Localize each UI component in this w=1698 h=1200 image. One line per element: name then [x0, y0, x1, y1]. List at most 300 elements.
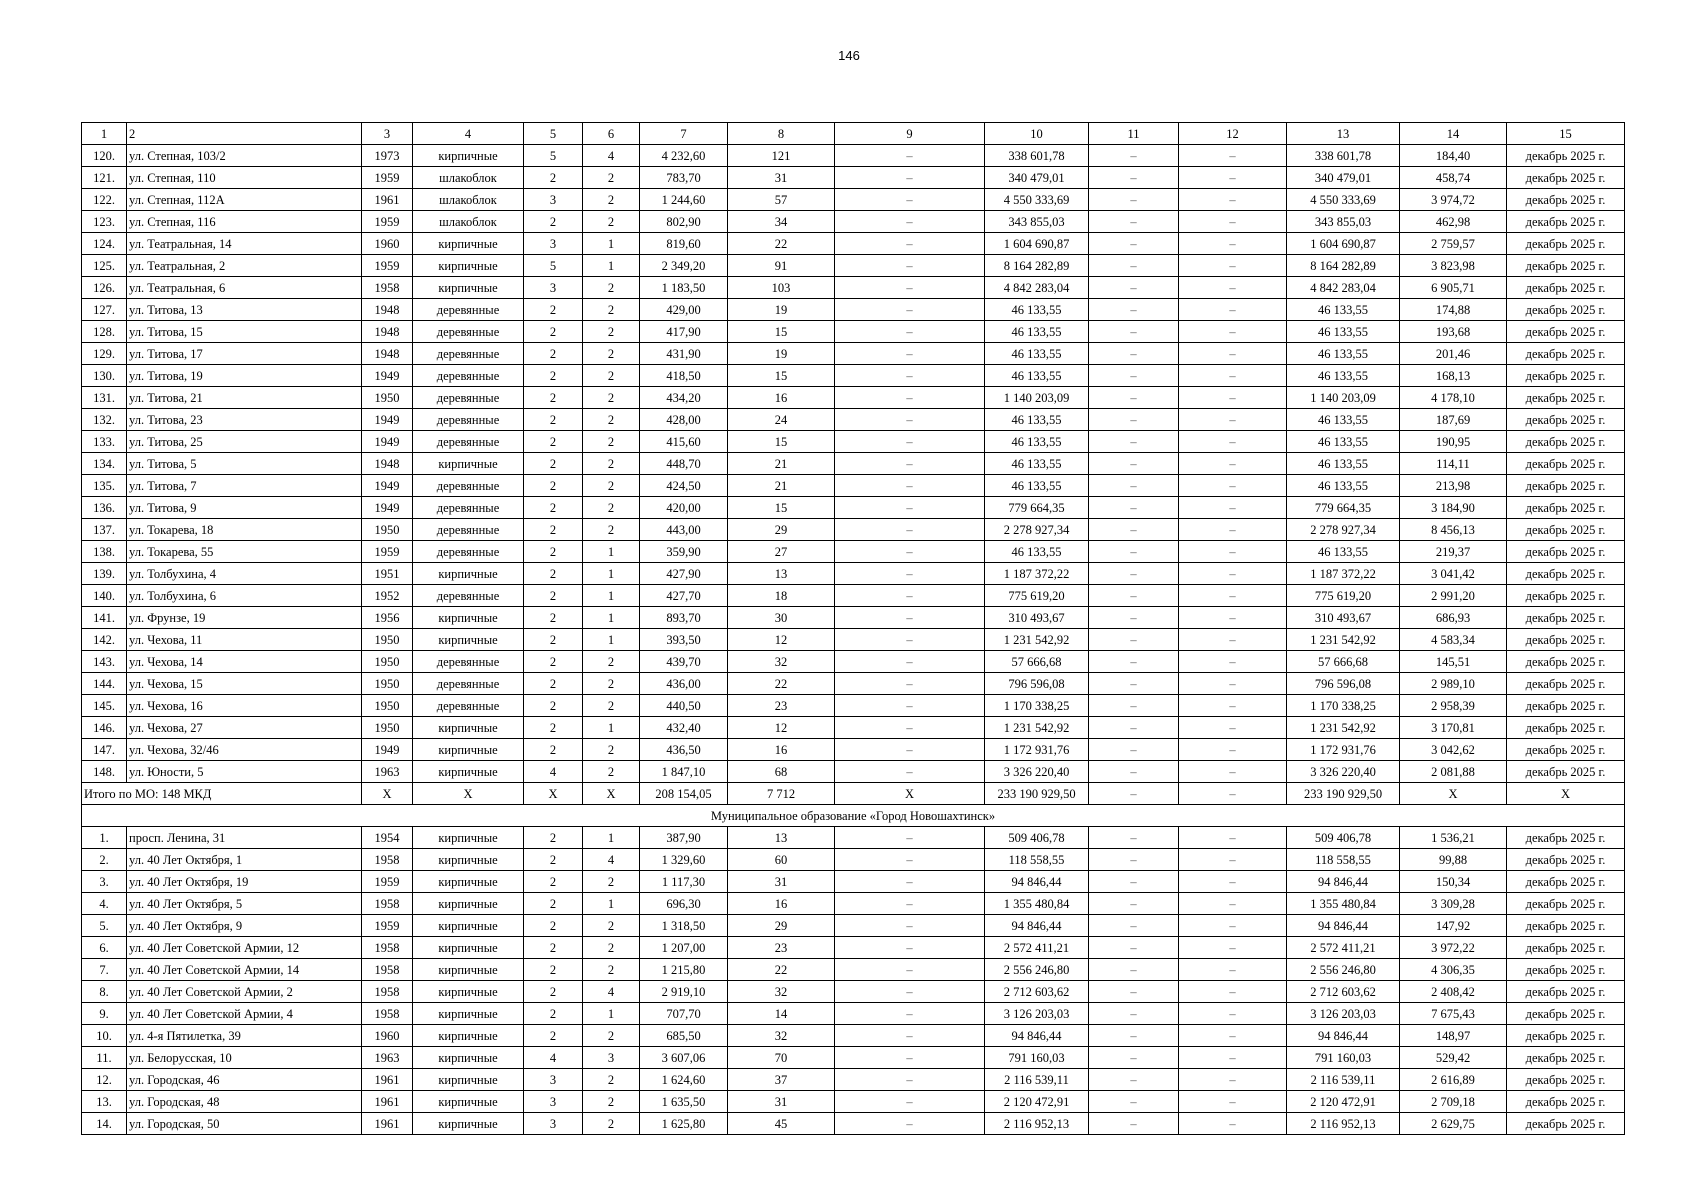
table-cell: 340 479,01 [1287, 167, 1400, 189]
table-cell: ул. Степная, 112А [127, 189, 362, 211]
table-cell: 1961 [362, 1069, 413, 1091]
table-cell: 14 [1400, 123, 1507, 145]
table-cell: 2 [583, 387, 640, 409]
table-cell: 129. [82, 343, 127, 365]
table-cell: ул. Токарева, 55 [127, 541, 362, 563]
table-cell: 1973 [362, 145, 413, 167]
table-cell: – [835, 541, 985, 563]
table-cell: 94 846,44 [1287, 1025, 1400, 1047]
table-cell: 10. [82, 1025, 127, 1047]
table-cell: декабрь 2025 г. [1507, 211, 1625, 233]
table-cell: – [835, 585, 985, 607]
table-cell: X [1507, 783, 1625, 805]
table-row [82, 981, 1625, 1003]
table-cell: – [1089, 651, 1179, 673]
table-cell: 9 [835, 123, 985, 145]
table-cell: 1 231 542,92 [1287, 717, 1400, 739]
table-cell: 3. [82, 871, 127, 893]
table-cell: ул. Титова, 17 [127, 343, 362, 365]
table-cell: 2 [583, 761, 640, 783]
table-cell: 779 664,35 [985, 497, 1089, 519]
table-cell: 145. [82, 695, 127, 717]
table-cell: декабрь 2025 г. [1507, 607, 1625, 629]
table-cell: 1958 [362, 1003, 413, 1025]
table-cell: 432,40 [640, 717, 728, 739]
table-cell: – [1179, 365, 1287, 387]
table-cell: 1950 [362, 717, 413, 739]
table-row [82, 849, 1625, 871]
table-cell: 12 [1179, 123, 1287, 145]
table-cell: 2 [583, 299, 640, 321]
table-row [82, 1069, 1625, 1091]
table-cell: декабрь 2025 г. [1507, 1003, 1625, 1025]
table-cell: 529,42 [1400, 1047, 1507, 1069]
table-cell: 8 [728, 123, 835, 145]
table-cell: ул. Титова, 5 [127, 453, 362, 475]
table-cell: 46 133,55 [985, 321, 1089, 343]
table-cell: деревянные [413, 431, 524, 453]
table-cell: ул. Титова, 23 [127, 409, 362, 431]
table-cell: – [1089, 431, 1179, 453]
table-cell: – [835, 651, 985, 673]
table-cell: 2 [524, 1003, 583, 1025]
table-cell: 15 [728, 431, 835, 453]
table-cell: 1959 [362, 167, 413, 189]
table-cell: – [1179, 937, 1287, 959]
table-cell: 779 664,35 [1287, 497, 1400, 519]
table-cell: 31 [728, 871, 835, 893]
table-cell: 114,11 [1400, 453, 1507, 475]
table-cell: 37 [728, 1069, 835, 1091]
table-cell: – [1089, 607, 1179, 629]
table-cell: 2 [583, 189, 640, 211]
table-cell: 4 550 333,69 [1287, 189, 1400, 211]
table-cell: 1 170 338,25 [985, 695, 1089, 717]
table-cell: 2 991,20 [1400, 585, 1507, 607]
table-row [82, 409, 1625, 431]
table-cell: 3 [524, 1113, 583, 1135]
table-cell: 2 [524, 409, 583, 431]
table-cell: 1958 [362, 937, 413, 959]
table-cell: 2 [524, 343, 583, 365]
table-cell: 1 [583, 717, 640, 739]
table-cell: декабрь 2025 г. [1507, 629, 1625, 651]
table-cell: 34 [728, 211, 835, 233]
table-cell: ул. Токарева, 18 [127, 519, 362, 541]
table-cell: – [835, 145, 985, 167]
table-cell: – [1089, 541, 1179, 563]
table-cell: кирпичные [413, 937, 524, 959]
table-cell: кирпичные [413, 453, 524, 475]
table-cell: 819,60 [640, 233, 728, 255]
table-row [82, 233, 1625, 255]
table-cell: 11 [1089, 123, 1179, 145]
table-cell: 1 207,00 [640, 937, 728, 959]
table-cell: шлакоблок [413, 189, 524, 211]
table-cell: 15 [1507, 123, 1625, 145]
table-cell: 2 [524, 211, 583, 233]
table-cell: 1949 [362, 431, 413, 453]
table-cell: 2 [524, 629, 583, 651]
table-cell: ул. Титова, 25 [127, 431, 362, 453]
table-cell: 310 493,67 [985, 607, 1089, 629]
table-cell: декабрь 2025 г. [1507, 761, 1625, 783]
table-cell: 57 666,68 [985, 651, 1089, 673]
table-cell: ул. Городская, 46 [127, 1069, 362, 1091]
table-cell: 1 231 542,92 [1287, 629, 1400, 651]
table-cell: – [1089, 739, 1179, 761]
table-cell: 27 [728, 541, 835, 563]
table-cell: 174,88 [1400, 299, 1507, 321]
table-cell: кирпичные [413, 871, 524, 893]
table-cell: – [835, 167, 985, 189]
table-cell: – [835, 497, 985, 519]
table-cell: 2 [524, 673, 583, 695]
table-cell: 1 231 542,92 [985, 629, 1089, 651]
table-cell: – [1089, 255, 1179, 277]
table-cell: 707,70 [640, 1003, 728, 1025]
table-cell: – [1089, 629, 1179, 651]
table-cell: 2 [524, 321, 583, 343]
table-cell: 2 [583, 365, 640, 387]
table-cell: X [413, 783, 524, 805]
table-cell: ул. 40 Лет Советской Армии, 14 [127, 959, 362, 981]
table-cell: 94 846,44 [1287, 915, 1400, 937]
table-cell: 1959 [362, 871, 413, 893]
table-cell: – [1179, 167, 1287, 189]
table-cell: декабрь 2025 г. [1507, 277, 1625, 299]
table-cell: 4 232,60 [640, 145, 728, 167]
table-cell: 46 133,55 [985, 409, 1089, 431]
table-cell: декабрь 2025 г. [1507, 959, 1625, 981]
table-cell: деревянные [413, 365, 524, 387]
table-cell: – [1089, 365, 1179, 387]
table-cell: ул. Титова, 15 [127, 321, 362, 343]
table-cell: 122. [82, 189, 127, 211]
table-cell: 7. [82, 959, 127, 981]
table-cell: X [1400, 783, 1507, 805]
table-cell: 3 170,81 [1400, 717, 1507, 739]
table-cell: 4 583,34 [1400, 629, 1507, 651]
table-cell: 2 081,88 [1400, 761, 1507, 783]
table-cell: ул. Городская, 50 [127, 1113, 362, 1135]
table-cell: – [1179, 959, 1287, 981]
table-cell: 22 [728, 959, 835, 981]
table-cell: 1949 [362, 739, 413, 761]
table-row [82, 893, 1625, 915]
table-cell: 2 616,89 [1400, 1069, 1507, 1091]
table-cell: 2 [583, 871, 640, 893]
table-cell: 15 [728, 321, 835, 343]
table-cell: 2 120 472,91 [1287, 1091, 1400, 1113]
table-cell: 2 [583, 453, 640, 475]
table-cell: 145,51 [1400, 651, 1507, 673]
table-cell: 1 172 931,76 [985, 739, 1089, 761]
table-cell: декабрь 2025 г. [1507, 563, 1625, 585]
table-row [82, 453, 1625, 475]
table-cell: 94 846,44 [1287, 871, 1400, 893]
table-cell: 2 [524, 299, 583, 321]
table-cell: 2 [524, 937, 583, 959]
table-cell: – [1089, 1091, 1179, 1113]
table-cell: 46 133,55 [1287, 365, 1400, 387]
table-cell: 2 [524, 519, 583, 541]
table-cell: 1 [583, 629, 640, 651]
table-cell: 19 [728, 299, 835, 321]
table-cell: 2 [524, 695, 583, 717]
table-cell: 3 [524, 1091, 583, 1113]
table-cell: 2 [524, 431, 583, 453]
table-cell: 775 619,20 [985, 585, 1089, 607]
table-cell: кирпичные [413, 1113, 524, 1135]
table-cell: 2 [583, 1069, 640, 1091]
table-cell: 2 [524, 563, 583, 585]
table-cell: 147. [82, 739, 127, 761]
housing-table [81, 122, 1625, 1135]
table-cell: 3 972,22 [1400, 937, 1507, 959]
table-cell: 2 120 472,91 [985, 1091, 1089, 1113]
table-cell: 3 126 203,03 [1287, 1003, 1400, 1025]
table-cell: декабрь 2025 г. [1507, 255, 1625, 277]
table-cell: 23 [728, 937, 835, 959]
table-cell: 193,68 [1400, 321, 1507, 343]
table-cell: – [1179, 497, 1287, 519]
table-body [82, 123, 1625, 1135]
table-cell: 2 116 539,11 [1287, 1069, 1400, 1091]
table-cell: 124. [82, 233, 127, 255]
table-row [82, 145, 1625, 167]
table-cell: 696,30 [640, 893, 728, 915]
table-cell: 2 [583, 651, 640, 673]
table-cell: 2 [524, 475, 583, 497]
table-cell: 2 712 603,62 [1287, 981, 1400, 1003]
table-cell: 428,00 [640, 409, 728, 431]
table-cell: декабрь 2025 г. [1507, 541, 1625, 563]
table-cell: – [1089, 717, 1179, 739]
table-cell: – [1179, 607, 1287, 629]
table-cell: – [1179, 299, 1287, 321]
table-cell: ул. Белорусская, 10 [127, 1047, 362, 1069]
table-cell: 1 140 203,09 [1287, 387, 1400, 409]
table-cell: ул. 40 Лет Октября, 19 [127, 871, 362, 893]
total-row [82, 783, 1625, 805]
table-cell: 13. [82, 1091, 127, 1113]
table-cell: 46 133,55 [985, 343, 1089, 365]
table-cell: – [835, 1003, 985, 1025]
table-cell: 436,00 [640, 673, 728, 695]
table-cell: 135. [82, 475, 127, 497]
table-cell: 2 [583, 343, 640, 365]
table-cell: 5 [524, 145, 583, 167]
table-row [82, 365, 1625, 387]
table-cell: 10 [985, 123, 1089, 145]
table-cell: кирпичные [413, 629, 524, 651]
table-cell: – [1179, 739, 1287, 761]
table-cell: кирпичные [413, 849, 524, 871]
table-cell: – [1089, 893, 1179, 915]
table-cell: – [1179, 695, 1287, 717]
table-cell: – [835, 915, 985, 937]
table-cell: – [1179, 1091, 1287, 1113]
table-cell: ул. Титова, 21 [127, 387, 362, 409]
table-cell: 13 [728, 827, 835, 849]
table-cell: 144. [82, 673, 127, 695]
table-cell: 70 [728, 1047, 835, 1069]
table-cell: 1 329,60 [640, 849, 728, 871]
table-cell: 5. [82, 915, 127, 937]
table-cell: 3 [524, 1069, 583, 1091]
table-cell: 118 558,55 [985, 849, 1089, 871]
table-cell: 2 759,57 [1400, 233, 1507, 255]
table-cell: X [583, 783, 640, 805]
table-cell: 1963 [362, 761, 413, 783]
table-cell: – [835, 475, 985, 497]
table-cell: 94 846,44 [985, 871, 1089, 893]
table-row [82, 255, 1625, 277]
table-cell: 99,88 [1400, 849, 1507, 871]
table-cell: 1950 [362, 673, 413, 695]
table-cell: – [1179, 849, 1287, 871]
table-cell: 14. [82, 1113, 127, 1135]
table-cell: – [1179, 343, 1287, 365]
table-cell: 8 164 282,89 [985, 255, 1089, 277]
table-cell: – [835, 849, 985, 871]
table-cell: 3 326 220,40 [985, 761, 1089, 783]
table-cell: 6 905,71 [1400, 277, 1507, 299]
table-cell: кирпичные [413, 739, 524, 761]
table-cell: 1 [583, 1003, 640, 1025]
table-cell: 1 [583, 563, 640, 585]
table-cell: 46 133,55 [985, 431, 1089, 453]
table-cell: 1 536,21 [1400, 827, 1507, 849]
table-cell: – [1179, 1047, 1287, 1069]
table-cell: 168,13 [1400, 365, 1507, 387]
table-cell: 7 675,43 [1400, 1003, 1507, 1025]
table-cell: 46 133,55 [1287, 409, 1400, 431]
table-cell: декабрь 2025 г. [1507, 497, 1625, 519]
table-cell: декабрь 2025 г. [1507, 167, 1625, 189]
table-cell: X [835, 783, 985, 805]
table-cell: 1963 [362, 1047, 413, 1069]
table-cell: 436,50 [640, 739, 728, 761]
table-row [82, 189, 1625, 211]
table-cell: 1948 [362, 299, 413, 321]
table-cell: 393,50 [640, 629, 728, 651]
table-row [82, 871, 1625, 893]
table-cell: 2 116 539,11 [985, 1069, 1089, 1091]
table-cell: 32 [728, 1025, 835, 1047]
table-cell: ул. Юности, 5 [127, 761, 362, 783]
table-cell: 148. [82, 761, 127, 783]
table-cell: 2 278 927,34 [985, 519, 1089, 541]
table-row [82, 387, 1625, 409]
table-cell: ул. Чехова, 11 [127, 629, 362, 651]
table-cell: 1954 [362, 827, 413, 849]
page-number: 146 [838, 48, 860, 63]
table-cell: – [1089, 475, 1179, 497]
table-cell: 2 408,42 [1400, 981, 1507, 1003]
table-cell: 1 [583, 541, 640, 563]
table-cell: 2 [524, 915, 583, 937]
table-cell: 1949 [362, 409, 413, 431]
table-cell: – [1089, 783, 1179, 805]
table-cell: – [835, 233, 985, 255]
table-cell: – [1089, 585, 1179, 607]
table-cell: – [835, 1025, 985, 1047]
table-cell: кирпичные [413, 1047, 524, 1069]
table-cell: – [1089, 167, 1179, 189]
table-cell: 458,74 [1400, 167, 1507, 189]
table-cell: – [1089, 519, 1179, 541]
table-row [82, 651, 1625, 673]
table-cell: – [1179, 1113, 1287, 1135]
table-cell: 29 [728, 519, 835, 541]
table-cell: 4 [583, 145, 640, 167]
table-cell: кирпичные [413, 827, 524, 849]
table-cell: ул. Титова, 19 [127, 365, 362, 387]
table-cell: 9. [82, 1003, 127, 1025]
table-cell: 32 [728, 651, 835, 673]
table-cell: 1 624,60 [640, 1069, 728, 1091]
table-cell: 1959 [362, 915, 413, 937]
table-cell: ул. Степная, 116 [127, 211, 362, 233]
table-cell: деревянные [413, 519, 524, 541]
table-cell: 1950 [362, 695, 413, 717]
table-cell: 2 [524, 849, 583, 871]
table-cell: 2 278 927,34 [1287, 519, 1400, 541]
table-cell: 2 [583, 431, 640, 453]
table-cell: ул. Городская, 48 [127, 1091, 362, 1113]
table-cell: декабрь 2025 г. [1507, 365, 1625, 387]
table-cell: 1952 [362, 585, 413, 607]
table-cell: деревянные [413, 299, 524, 321]
table-row [82, 1091, 1625, 1113]
table-cell: – [835, 431, 985, 453]
table-cell: 3 309,28 [1400, 893, 1507, 915]
table-cell: 1 [583, 585, 640, 607]
table-cell: – [1179, 1069, 1287, 1091]
table-cell: 791 160,03 [985, 1047, 1089, 1069]
table-cell: ул. Титова, 9 [127, 497, 362, 519]
table-row [82, 827, 1625, 849]
table-cell: – [835, 255, 985, 277]
table-cell: 415,60 [640, 431, 728, 453]
table-cell: 1961 [362, 1091, 413, 1113]
table-cell: – [835, 761, 985, 783]
table-cell: 140. [82, 585, 127, 607]
table-cell: – [835, 387, 985, 409]
table-cell: 68 [728, 761, 835, 783]
table-cell: 2 [583, 409, 640, 431]
table-cell: – [1179, 761, 1287, 783]
table-cell: – [1089, 937, 1179, 959]
table-cell: ул. Степная, 103/2 [127, 145, 362, 167]
table-cell: 4 [583, 981, 640, 1003]
table-cell: – [1179, 145, 1287, 167]
table-cell: 2 [524, 981, 583, 1003]
table-cell: 57 [728, 189, 835, 211]
table-cell: 133. [82, 431, 127, 453]
table-cell: 2 [583, 277, 640, 299]
table-cell: ул. Титова, 7 [127, 475, 362, 497]
table-cell: 685,50 [640, 1025, 728, 1047]
table-cell: 2 [524, 585, 583, 607]
table-cell: 1 [583, 255, 640, 277]
table-cell: 2 [127, 123, 362, 145]
table-cell: 190,95 [1400, 431, 1507, 453]
table-cell: 3 823,98 [1400, 255, 1507, 277]
table-row [82, 299, 1625, 321]
